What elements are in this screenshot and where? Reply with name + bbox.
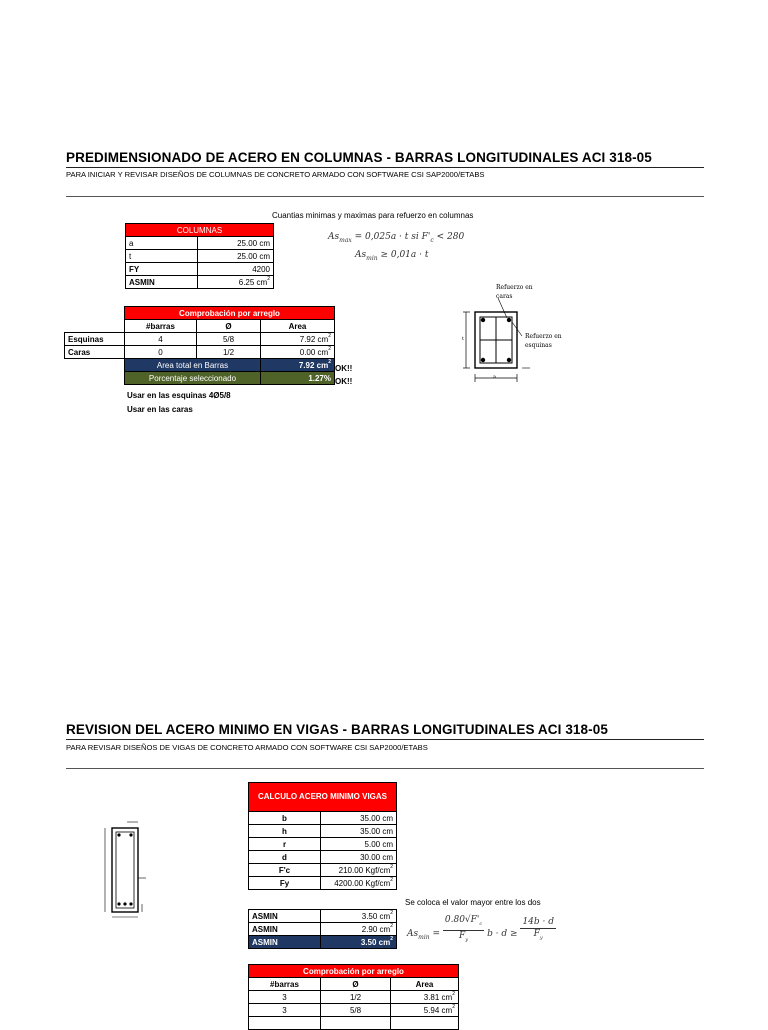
- table-row: [249, 877, 397, 890]
- row-value: 6.25 $cm^2$: [198, 276, 274, 289]
- label-refuerzo-esquinas: Refuerzo en esquinas: [525, 333, 562, 349]
- row-label: b: [249, 812, 321, 825]
- row-label: FY: [126, 263, 198, 276]
- total-label: Area total en Barras: [125, 359, 261, 372]
- col-header: Area: [261, 320, 335, 333]
- section1-subtitle: PARA INICIAR Y REVISAR DISEÑOS DE COLUMNAS DE CONCRETO ARMADO CON SOFTWARE CSI SAP2000/ETABS: [66, 170, 485, 179]
- col-header: #barras: [125, 320, 197, 333]
- pct-status: OK!!: [335, 377, 353, 386]
- formula-vigas: $As_{min}$ = $\frac{0.80√F'_c}{F_y}$ b · d ≥ $\frac{14b \cdot d}{F_y}$: [407, 915, 554, 943]
- row-value: 5.00 cm: [321, 838, 397, 851]
- barras-cell: 4: [125, 333, 197, 346]
- calculo-table: [248, 782, 397, 890]
- barras-cell: 0: [125, 346, 197, 359]
- diam-cell: 1/2: [321, 991, 391, 1004]
- row-label: ASMIN: [249, 936, 321, 949]
- section2-subtitle: PARA REVISAR DISEÑOS DE VIGAS DE CONCRETO ARMADO CON SOFTWARE CSI SAP2000/ETABS: [66, 743, 428, 752]
- area-cell: 7.92 $cm^2$: [261, 333, 335, 346]
- row-value: 2.90 $cm^2$: [321, 923, 397, 936]
- table-row: [249, 864, 397, 877]
- row-label: d: [249, 851, 321, 864]
- col-header: Area: [391, 978, 459, 991]
- table-row: [249, 851, 397, 864]
- arreglo-header: Comprobación por arreglo: [249, 965, 459, 978]
- area-cell: 5.94 $cm^2$: [391, 1004, 459, 1017]
- diam-cell: 5/8: [197, 333, 261, 346]
- mayor-note: Se coloca el valor mayor entre los dos: [405, 898, 541, 907]
- total-status: OK!!: [335, 364, 353, 373]
- columnas-table: [125, 223, 274, 289]
- usar-caras: Usar en las caras: [127, 405, 193, 414]
- table-row: [249, 838, 397, 851]
- total-row: [65, 359, 335, 372]
- row-label: a: [126, 237, 198, 250]
- diam-cell: 5/8: [321, 1004, 391, 1017]
- pct-label: Porcentaje seleccionado: [125, 372, 261, 385]
- section-divider: [66, 768, 704, 769]
- row-label: Esquinas: [65, 333, 125, 346]
- row-value: 3.50 $cm^2$: [321, 936, 397, 949]
- row-label: r: [249, 838, 321, 851]
- row-label: ASMIN: [249, 923, 321, 936]
- total-value: 7.92 $cm^2$: [261, 359, 335, 372]
- formula-as-min: $As_{min} \ge 0,01a \cdot t$: [355, 250, 429, 262]
- asmin-table: [248, 909, 397, 949]
- table-row: [65, 346, 335, 359]
- table-row: [249, 1004, 459, 1017]
- row-value: 35.00 cm: [321, 825, 397, 838]
- row-value: 4200.00 Kgf/$cm^2$: [321, 877, 397, 890]
- row-value: 25.00 cm: [198, 237, 274, 250]
- col-header: Ø: [321, 978, 391, 991]
- table-row: [126, 250, 274, 263]
- title-underline: [66, 167, 704, 168]
- cuantias-note: Cuantias minimas y maximas para refuerzo en columnas: [272, 211, 474, 220]
- label-refuerzo-caras: Refuerzo en caras: [496, 284, 533, 300]
- pct-value: 1.27%: [261, 372, 335, 385]
- table-row: [249, 923, 397, 936]
- table-row: [126, 263, 274, 276]
- table-row: [249, 936, 397, 949]
- formula-as-max: $As_{max} = 0,025a \cdot t$ si $F'_c < 280$: [328, 232, 465, 244]
- beam-section-diagram: [100, 818, 156, 922]
- dim-a-label: a: [493, 374, 496, 380]
- row-label: Caras: [65, 346, 125, 359]
- barras-cell: 3: [249, 1004, 321, 1017]
- table-row: [249, 825, 397, 838]
- row-value: 30.00 cm: [321, 851, 397, 864]
- row-label: F'c: [249, 864, 321, 877]
- diam-cell: 1/2: [197, 346, 261, 359]
- row-label: ASMIN: [249, 910, 321, 923]
- row-label: t: [126, 250, 198, 263]
- table-row: [126, 276, 274, 289]
- calculo-header: CALCULO ACERO MINIMO VIGAS: [249, 783, 397, 812]
- row-label: h: [249, 825, 321, 838]
- dim-t-label: t: [462, 336, 465, 342]
- row-value: 3.50 $cm^2$: [321, 910, 397, 923]
- area-cell: 3.81 $cm^2$: [391, 991, 459, 1004]
- row-value: 25.00 cm: [198, 250, 274, 263]
- columnas-header: COLUMNAS: [126, 224, 274, 237]
- col-header: Ø: [197, 320, 261, 333]
- section1-title: PREDIMENSIONADO DE ACERO EN COLUMNAS - BARRAS LONGITUDINALES ACI 318-05: [66, 150, 652, 165]
- section2-title: REVISION DEL ACERO MINIMO EN VIGAS - BARRAS LONGITUDINALES ACI 318-05: [66, 722, 608, 737]
- table-row: [249, 812, 397, 825]
- row-value: 4200: [198, 263, 274, 276]
- table-row: [249, 1017, 459, 1030]
- usar-esquinas: Usar en las esquinas 4Ø5/8: [127, 391, 231, 400]
- table-row: [126, 237, 274, 250]
- table-row: [249, 910, 397, 923]
- row-value: 210.00 Kgf/$cm^2$: [321, 864, 397, 877]
- area-cell: 0.00 $cm^2$: [261, 346, 335, 359]
- barras-cell: 3: [249, 991, 321, 1004]
- arreglo-header: Comprobación por arreglo: [125, 307, 335, 320]
- row-label: Fy: [249, 877, 321, 890]
- row-value: 35.00 cm: [321, 812, 397, 825]
- row-label: ASMIN: [126, 276, 198, 289]
- table-row: [65, 333, 335, 346]
- pct-row: [65, 372, 335, 385]
- title-underline: [66, 739, 704, 740]
- table-row: [249, 991, 459, 1004]
- section-divider: [66, 196, 704, 197]
- col-header: #barras: [249, 978, 321, 991]
- arreglo-table-vigas: [248, 964, 459, 1030]
- arreglo-table-columnas: [64, 306, 335, 385]
